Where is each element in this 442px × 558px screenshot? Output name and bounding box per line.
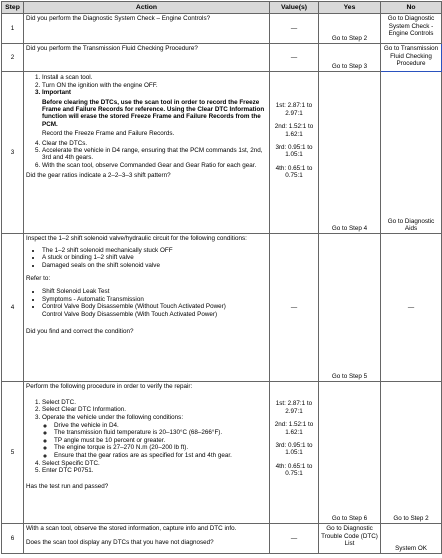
step-number: 2	[2, 44, 24, 72]
step-number: 6	[2, 524, 24, 554]
action-text: Did you perform the Transmission Fluid Checking Procedure?	[24, 44, 270, 72]
reference-link[interactable]: Control Valve Body Disassemble (With Touch Activated Power)	[42, 310, 218, 318]
intro-text: Perform the following procedure in order to verify the repair:	[26, 383, 193, 391]
step-number: 5	[2, 382, 24, 524]
header-step: Step	[2, 2, 24, 14]
list-item: • The 1–2 shift solenoid mechanically stuck OFF	[42, 247, 267, 254]
procedure-list	[42, 140, 267, 170]
reference-list	[42, 288, 267, 318]
reference-link[interactable]: • Symptoms - Automatic Transmission	[42, 296, 267, 303]
gear-ratio: 1st: 2.87:1 to 2.97:1	[275, 102, 313, 117]
values-cell	[270, 382, 319, 524]
sub-item: ◦ Drive the vehicle in D4.	[54, 422, 267, 429]
gear-ratio: 3rd: 0.95:1 to 1.05:1	[275, 442, 313, 457]
header-no: No	[381, 2, 442, 14]
step-number: 1	[2, 14, 24, 44]
yes-link[interactable]: Go to Step 5	[319, 234, 381, 382]
sub-item: ◦ TP angle must be 10 percent or greater.	[54, 437, 267, 444]
list-item: 2. Select Clear DTC Information.	[42, 406, 267, 413]
no-cell: System OK	[381, 524, 442, 554]
list-item	[42, 414, 267, 459]
no-link[interactable]: Go to Diagnostic Aids	[381, 72, 442, 234]
record-note: Record the Freeze Frame and Failure Records.	[42, 130, 175, 138]
action-cell	[24, 72, 270, 234]
sub-conditions-list	[54, 422, 267, 459]
yes-link[interactable]: Go to Step 3	[319, 44, 381, 72]
gear-ratio: 4th: 0.65:1 to 0.75:1	[275, 164, 313, 180]
action-cell	[24, 524, 270, 554]
value-cell: —	[270, 44, 319, 72]
yes-link[interactable]: Go to Step 4	[319, 72, 381, 234]
header-yes: Yes	[319, 2, 381, 14]
yes-link[interactable]: Go to Diagnostic Trouble Code (DTC) List	[319, 524, 381, 554]
list-item: 5. Enter DTC P0751.	[42, 467, 267, 474]
table-row	[2, 382, 442, 524]
table-row	[2, 524, 442, 554]
action-text: With a scan tool, observe the stored information, capture info and DTC info.	[26, 525, 237, 533]
reference-link[interactable]: • Shift Solenoid Leak Test	[42, 288, 267, 295]
table-row	[2, 72, 442, 234]
action-cell	[24, 234, 270, 382]
list-item: • A stuck or binding 1–2 shift valve	[42, 254, 267, 261]
action-cell	[24, 382, 270, 524]
list-item-text: Operate the vehicle under the following conditions:	[42, 413, 184, 421]
step-number: 3	[2, 72, 24, 234]
list-item: 1. Select DTC.	[42, 399, 267, 406]
refer-label: Refer to:	[26, 275, 51, 283]
list-item: 5. Accelerate the vehicle in D4 range, ensuring that the PCM commands 1st, 2nd, 3rd and 4th gears.	[42, 147, 267, 162]
value-cell: —	[270, 234, 319, 382]
gear-ratio: 2nd: 1.52:1 to 1.62:1	[274, 421, 314, 436]
procedure-list	[42, 399, 267, 475]
question: Does the scan tool display any DTCs that you have not diagnosed?	[26, 538, 214, 546]
gear-ratio: 4th: 0.65:1 to 0.75:1	[275, 462, 313, 478]
question: Did you find and correct the condition?	[26, 328, 134, 336]
procedure-list	[42, 74, 267, 96]
list-item: 3. Important	[42, 89, 267, 96]
conditions-list	[42, 247, 267, 269]
gear-ratio: 1st: 2.87:1 to 2.97:1	[275, 400, 313, 415]
list-item: 4. Select Specific DTC.	[42, 460, 267, 467]
header-action: Action	[24, 2, 270, 14]
sub-item: ◦ Ensure that the gear ratios are as specified for 1st and 4th gear.	[54, 452, 267, 459]
sub-item: ◦ The transmission fluid temperature is 20–130°C (68–266°F).	[54, 429, 267, 436]
values-cell	[270, 72, 319, 234]
question: Has the test run and passed?	[26, 482, 109, 490]
list-item: 4. Clear the DTCs.	[42, 140, 267, 147]
sub-item: ◦ The engine torque is 27–270 N.m (20–200 lb ft).	[54, 444, 267, 451]
no-link[interactable]: Go to Diagnostic System Check - Engine Controls	[381, 14, 442, 44]
list-item: 2. Turn ON the ignition with the engine OFF.	[42, 82, 267, 89]
intro-text: Inspect the 1–2 shift solenoid valve/hydraulic circuit for the following conditions:	[26, 235, 247, 243]
header-values: Value(s)	[270, 2, 319, 14]
no-link[interactable]: Go to Transmission Fluid Checking Procedure	[381, 44, 442, 72]
yes-link[interactable]: Go to Step 6	[319, 382, 381, 524]
list-item: • Damaged seals on the shift solenoid valve	[42, 262, 267, 269]
reference-link[interactable]: • Control Valve Body Disassemble (Without Touch Activated Power)	[42, 303, 226, 311]
header-row	[2, 2, 442, 14]
important-note: Before clearing the DTCs, use the scan tool in order to record the Freeze Frame and Failure Records for reference. Using the Clear DTC Information function will erase the stored Freeze Frame and Failure Records from the PCM.	[42, 98, 265, 128]
list-item: 1. Install a scan tool.	[42, 74, 267, 81]
diagnostic-table	[1, 1, 442, 554]
question: Did the gear ratios indicate a 2–2–3–3 shift pattern?	[26, 172, 171, 180]
value-cell: —	[270, 14, 319, 44]
action-text: Did you perform the Diagnostic System Check – Engine Controls?	[24, 14, 270, 44]
value-cell: —	[270, 524, 319, 554]
no-link[interactable]: Go to Step 2	[381, 382, 442, 524]
table-row	[2, 44, 442, 72]
gear-ratio: 3rd: 0.95:1 to 1.05:1	[275, 144, 313, 159]
table-row	[2, 14, 442, 44]
yes-link[interactable]: Go to Step 2	[319, 14, 381, 44]
table-row	[2, 234, 442, 382]
step-number: 4	[2, 234, 24, 382]
gear-ratio: 2nd: 1.52:1 to 1.62:1	[274, 123, 314, 138]
reference-item	[42, 303, 267, 318]
no-cell: —	[381, 234, 442, 382]
list-item: 6. With the scan tool, observe Commanded Gear and Gear Ratio for each gear.	[42, 162, 267, 169]
